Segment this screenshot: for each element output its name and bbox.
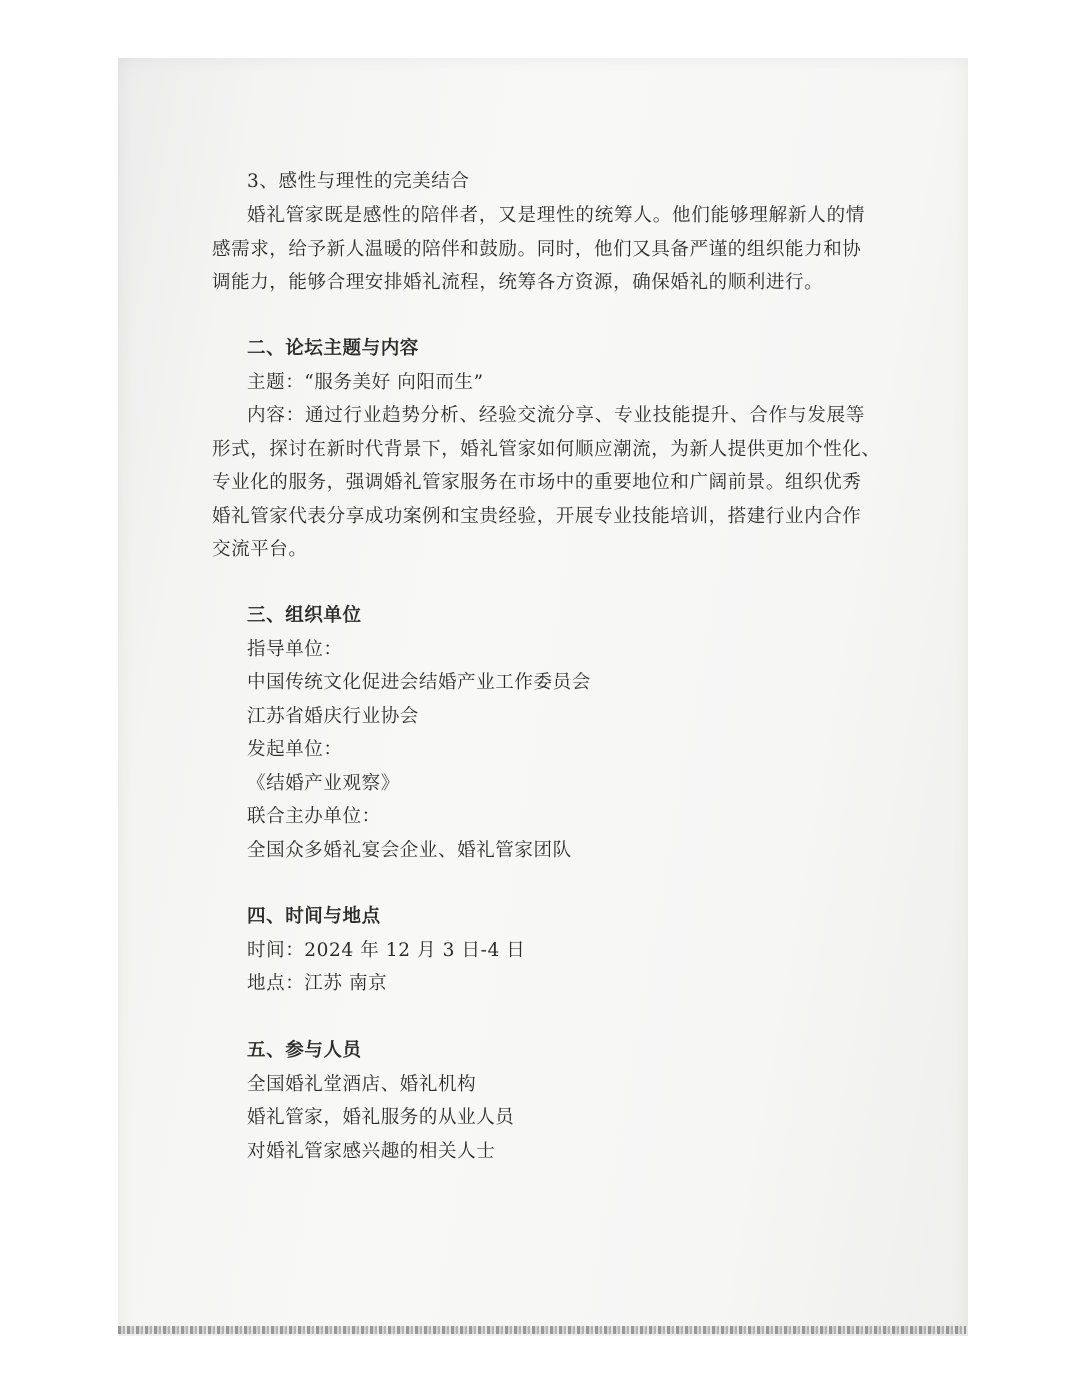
subsection-heading: 3、感性与理性的完美结合 bbox=[247, 171, 470, 192]
paragraph-line: 调能力，能够合理安排婚礼流程，统筹各方资源，确保婚礼的顺利进行。 bbox=[212, 272, 824, 293]
paragraph-line: 婚礼管家代表分享成功案例和宝贵经验，开展专业技能培训，搭建行业内合作 bbox=[212, 506, 862, 527]
participant-line: 婚礼管家，婚礼服务的从业人员 bbox=[247, 1107, 515, 1128]
paragraph-line: 形式，探讨在新时代背景下，婚礼管家如何顺应潮流，为新人提供更加个性化、 bbox=[212, 439, 881, 460]
paragraph-line: 专业化的服务，强调婚礼管家服务在市场中的重要地位和广阔前景。组织优秀 bbox=[212, 472, 862, 493]
section-heading: 三、组织单位 bbox=[247, 605, 362, 626]
org-line: 《结婚产业观察》 bbox=[247, 773, 400, 794]
paragraph-line: 感需求，给予新人温暖的陪伴和鼓励。同时，他们又具备严谨的组织能力和协 bbox=[212, 239, 862, 260]
time-line: 时间：2024 年 12 月 3 日-4 日 bbox=[247, 940, 526, 961]
org-line: 指导单位： bbox=[247, 639, 343, 660]
section-heading: 二、论坛主题与内容 bbox=[247, 338, 419, 359]
theme-line: 主题：“服务美好 向阳而生” bbox=[247, 372, 484, 393]
org-line: 中国传统文化促进会结婚产业工作委员会 bbox=[247, 672, 591, 693]
org-line: 联合主办单位： bbox=[247, 806, 381, 827]
org-line: 全国众多婚礼宴会企业、婚礼管家团队 bbox=[247, 840, 572, 861]
location-line: 地点：江苏 南京 bbox=[247, 973, 388, 994]
section-heading: 五、参与人员 bbox=[247, 1040, 362, 1061]
paragraph-line: 交流平台。 bbox=[212, 539, 308, 560]
org-line: 江苏省婚庆行业协会 bbox=[247, 706, 419, 727]
participant-line: 对婚礼管家感兴趣的相关人士 bbox=[247, 1141, 496, 1162]
participant-line: 全国婚礼堂酒店、婚礼机构 bbox=[247, 1074, 477, 1095]
org-line: 发起单位： bbox=[247, 739, 343, 760]
section-heading: 四、时间与地点 bbox=[247, 906, 381, 927]
paragraph-line: 内容：通过行业趋势分析、经验交流分享、专业技能提升、合作与发展等 bbox=[247, 405, 865, 426]
paragraph-line: 婚礼管家既是感性的陪伴者，又是理性的统筹人。他们能够理解新人的情 bbox=[247, 205, 865, 226]
